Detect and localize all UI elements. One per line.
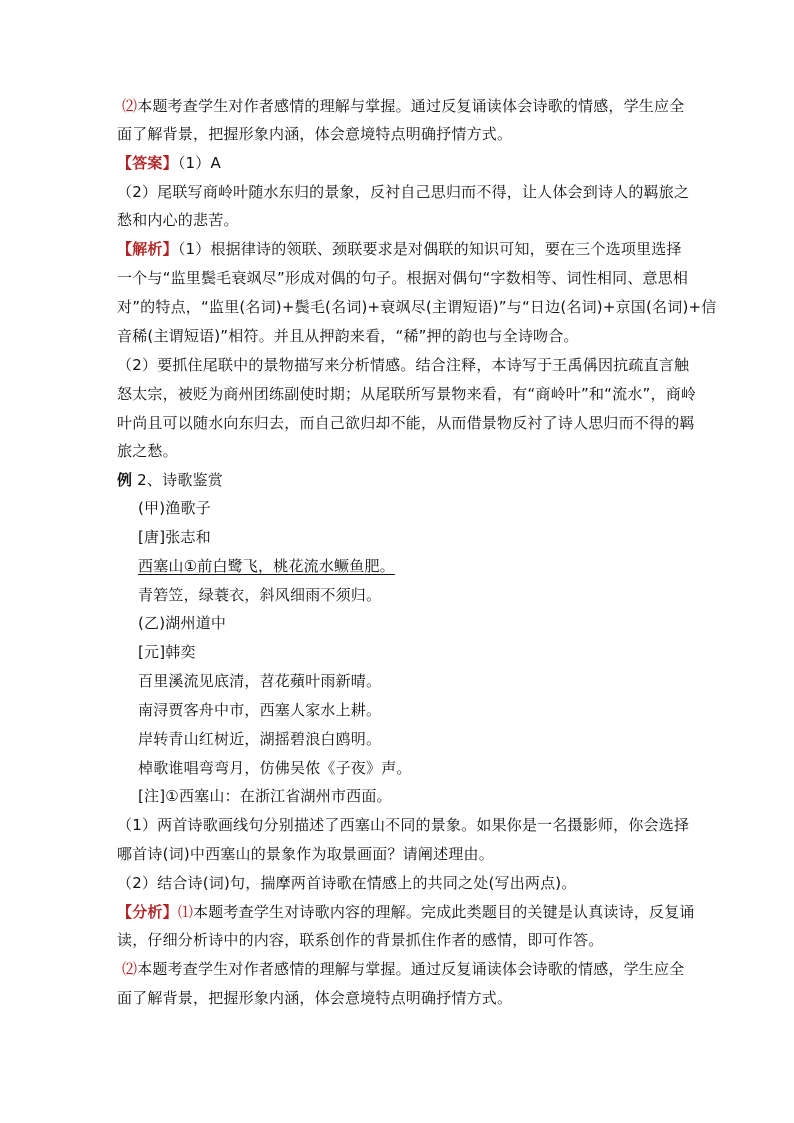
jiexi-line-7: 叶尚且可以随水向东归去，而自己欲归却不能，从而借景物反衬了诗人思归而不得的羁 — [117, 414, 695, 432]
example-heading: 例 2、诗歌鉴赏 — [117, 471, 223, 489]
item-marker: ⑵ — [122, 97, 138, 115]
poem1-title: (甲)渔歌子 — [138, 499, 211, 517]
question-2: （2）结合诗(词)句，揣摩两首诗歌在情感上的共同之处(写出两点)。 — [117, 874, 577, 892]
jiexi-line-2: 一个与“监里鬓毛衰飒尽”形成对偶的句子。根据对偶句“字数相等、词性相同、意思相 — [117, 269, 689, 287]
jiexi-line-3: 对”的特点，“监里(名词)+鬓毛(名词)+衰飒尽(主谓短语)”与“日边(名词)+京国(名词)+信 — [117, 298, 717, 316]
jiexi-label: 【解析】 — [117, 240, 178, 258]
poem1-line-2: 青箬笠，绿蓑衣，斜风细雨不须归。 — [138, 586, 382, 604]
poem2-line-3: 岸转青山红树近，湖摇碧浪白鸥明。 — [138, 730, 382, 748]
item-marker: ⑵ — [122, 960, 138, 978]
fenxi-label: 【分析】 — [117, 903, 178, 921]
top-analysis-line-2: 面了解背景，把握形象内涵，体会意境特点明确抒情方式。 — [117, 125, 513, 143]
fenxi-line-3: ⑵本题考查学生对作者感情的理解与掌握。通过反复诵读体会诗歌的情感，学生应全 — [122, 960, 685, 978]
fenxi-line-1: 【分析】⑴本题考查学生对诗歌内容的理解。完成此类题目的关键是认真读诗，反复诵 — [117, 903, 695, 921]
poem2-line-2: 南浔贾客舟中市，西塞人家水上耕。 — [138, 701, 382, 719]
fenxi-line-4: 面了解背景，把握形象内涵，体会意境特点明确抒情方式。 — [117, 989, 513, 1007]
item-marker: ⑴ — [177, 903, 194, 921]
question-1-line-1: （1）两首诗歌画线句分别描述了西塞山不同的景象。如果你是一名摄影师，你会选择 — [117, 816, 690, 834]
poem2-title: (乙)湖州道中 — [138, 614, 227, 632]
fenxi-line-2: 读，仔细分析诗中的内容，联系创作的背景抓住作者的感情，即可作答。 — [117, 931, 604, 949]
question-1-line-2: 哪首诗(词)中西塞山的景象作为取景画面？请阐述理由。 — [117, 845, 494, 863]
answer-line-1: 【答案】（1）A — [117, 154, 221, 172]
jiexi-line-1: 【解析】（1）根据律诗的领联、颈联要求是对偶联的知识可知，要在三个选项里选择 — [117, 240, 682, 258]
poem-note: [注]①西塞山：在浙江省湖州市西面。 — [138, 787, 392, 805]
poem2-line-4: 棹歌谁唱弯弯月，仿佛吴侬《子夜》声。 — [138, 759, 412, 777]
example-label: 例 — [117, 471, 133, 489]
jiexi-line-4: 音稀(主谓短语)”相符。并且从押韵来看，“稀”押的韵也与全诗吻合。 — [117, 327, 579, 345]
poem1-line-1 — [138, 556, 395, 576]
jiexi-line-6: 怒太宗，被贬为商州团练副使时期；从尾联所写景物来看，有“商岭叶”和“流水”，商岭 — [117, 385, 697, 403]
poem2-line-1: 百里溪流见底清，苕花蘋叶雨新晴。 — [138, 672, 382, 690]
underlined-line: 西塞山①前白鹭飞，桃花流水鳜鱼肥。 — [138, 557, 395, 575]
poem2-author: [元]韩奕 — [138, 643, 196, 661]
jiexi-line-8: 旅之愁。 — [117, 442, 178, 460]
answer-line-3: 愁和内心的悲苦。 — [117, 211, 239, 229]
top-analysis-line-1: ⑵本题考查学生对作者感情的理解与掌握。通过反复诵读体会诗歌的情感，学生应全 — [122, 97, 685, 115]
answer-label: 【答案】 — [117, 154, 178, 172]
poem1-author: [唐]张志和 — [138, 528, 211, 546]
answer-line-2: （2）尾联写商岭叶随水东归的景象，反衬自己思归而不得，让人体会到诗人的羁旅之 — [117, 183, 690, 201]
jiexi-line-5: （2）要抓住尾联中的景物描写来分析情感。结合注释，本诗写于王禹偁因抗疏直言触 — [117, 356, 690, 374]
